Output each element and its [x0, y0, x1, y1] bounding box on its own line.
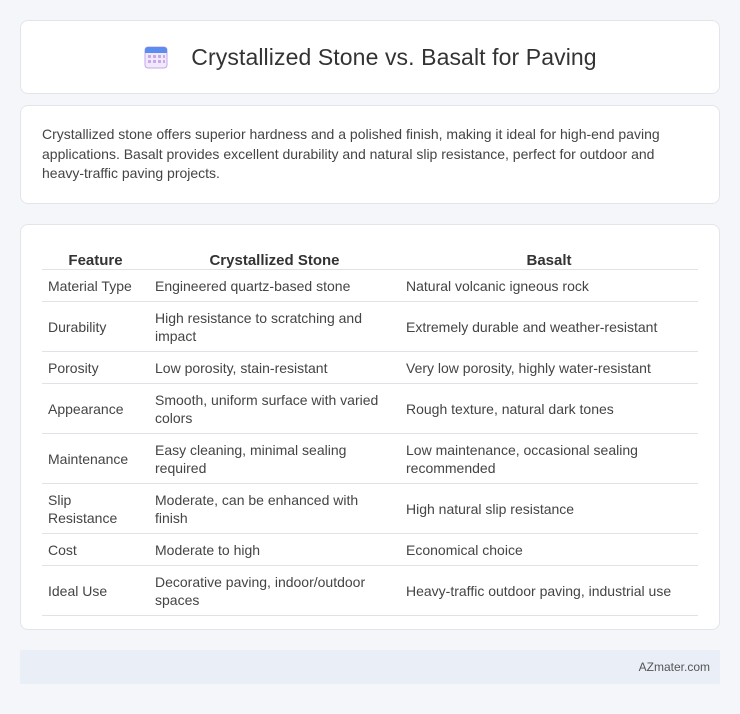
summary-text: Crystallized stone offers superior hardness and a polished finish, making it ideal for high-end paving applications. Basalt provides excellent durability and natural slip resistance, perfect for outdoor and heavy-traffic paving projects.: [42, 126, 660, 181]
comparison-table: [42, 247, 698, 616]
cell-crystallized: Low porosity, stain-resistant: [149, 351, 400, 383]
table-row: [42, 383, 698, 433]
table-row: [42, 533, 698, 565]
cell-feature: Cost: [42, 533, 149, 565]
table-row: [42, 565, 698, 615]
header-crystallized-stone: Crystallized Stone: [149, 247, 400, 269]
cell-feature: Maintenance: [42, 433, 149, 483]
table-header-row: [42, 247, 698, 269]
cell-crystallized: Easy cleaning, minimal sealing required: [149, 433, 400, 483]
cell-basalt: Extremely durable and weather-resistant: [400, 301, 698, 351]
header-basalt: Basalt: [400, 247, 698, 269]
cell-basalt: Rough texture, natural dark tones: [400, 383, 698, 433]
cell-basalt: Economical choice: [400, 533, 698, 565]
cell-feature: Porosity: [42, 351, 149, 383]
cell-feature: Slip Resistance: [42, 483, 149, 533]
table-row: [42, 269, 698, 301]
cell-basalt: Natural volcanic igneous rock: [400, 269, 698, 301]
page-title: Crystallized Stone vs. Basalt for Paving: [191, 43, 597, 70]
summary-card: [20, 105, 720, 204]
cell-feature: Appearance: [42, 383, 149, 433]
calendar-icon: [143, 44, 169, 70]
cell-crystallized: Decorative paving, indoor/outdoor spaces: [149, 565, 400, 615]
header-feature: Feature: [42, 247, 149, 269]
table-row: [42, 351, 698, 383]
cell-feature: Material Type: [42, 269, 149, 301]
table-row: [42, 483, 698, 533]
table-row: [42, 301, 698, 351]
cell-crystallized: Moderate, can be enhanced with finish: [149, 483, 400, 533]
table-row: [42, 433, 698, 483]
cell-feature: Durability: [42, 301, 149, 351]
cell-basalt: Low maintenance, occasional sealing recommended: [400, 433, 698, 483]
cell-crystallized: Engineered quartz-based stone: [149, 269, 400, 301]
cell-feature: Ideal Use: [42, 565, 149, 615]
cell-basalt: High natural slip resistance: [400, 483, 698, 533]
comparison-table-card: [20, 224, 720, 630]
footer-credit: AZmater.com: [638, 660, 710, 674]
cell-basalt: Very low porosity, highly water-resistant: [400, 351, 698, 383]
cell-crystallized: High resistance to scratching and impact: [149, 301, 400, 351]
cell-crystallized: Smooth, uniform surface with varied colors: [149, 383, 400, 433]
cell-basalt: Heavy-traffic outdoor paving, industrial use: [400, 565, 698, 615]
footer: [20, 650, 720, 684]
title-card: [20, 20, 720, 94]
cell-crystallized: Moderate to high: [149, 533, 400, 565]
